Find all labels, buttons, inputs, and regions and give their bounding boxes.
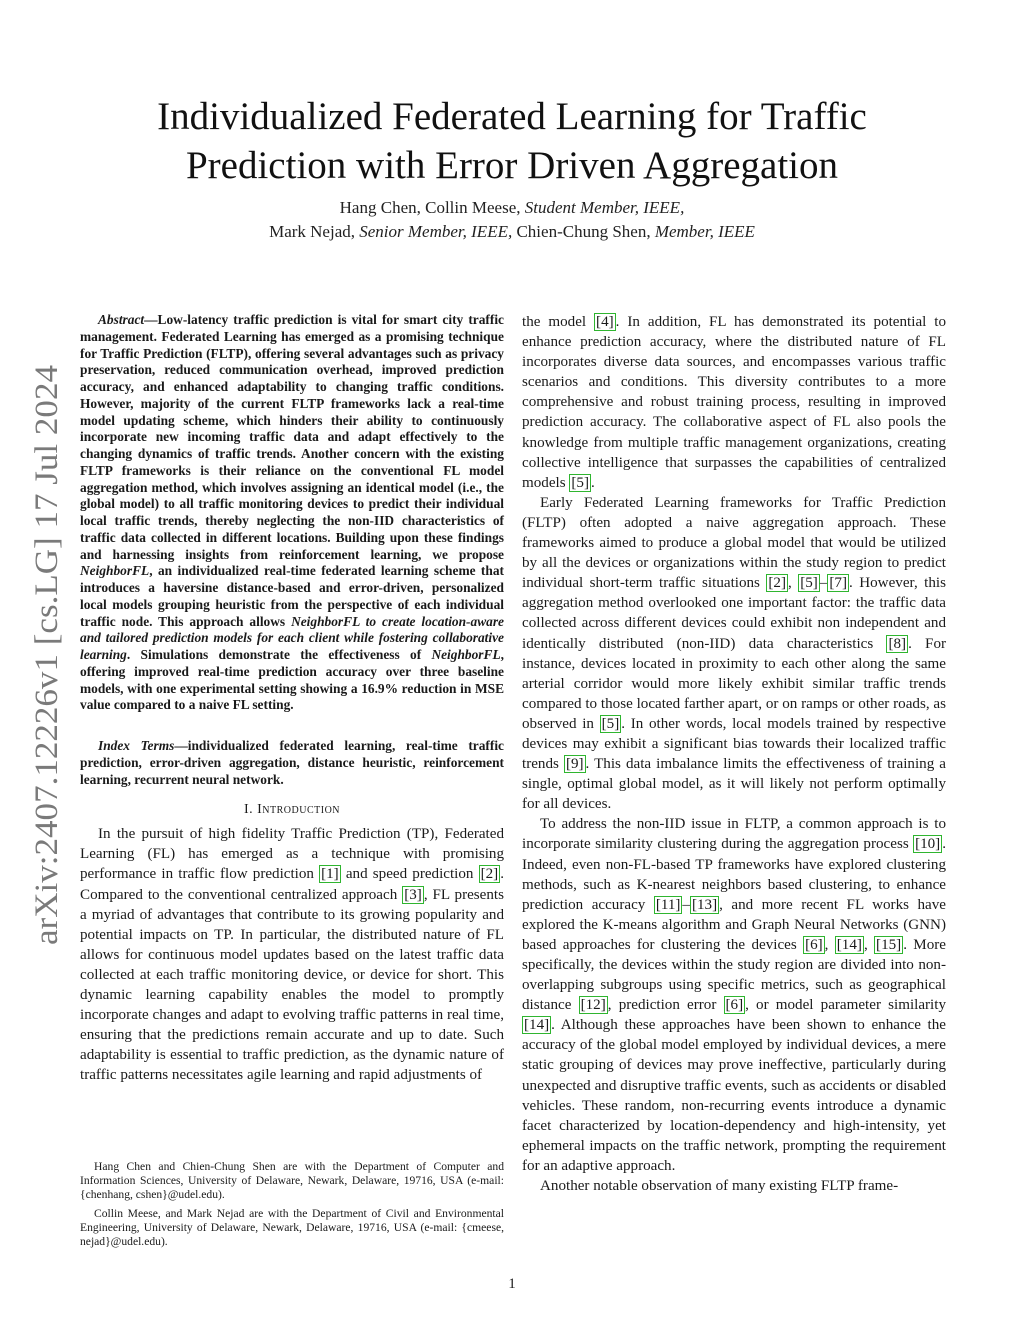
citation-link[interactable]: [2] (480, 866, 499, 883)
abstract-text: . Simulations demonstrate the effectiveness of (126, 647, 432, 662)
body-text-run: the model (522, 314, 595, 330)
body-text-run: . (590, 474, 595, 491)
citation-link[interactable]: [8] (888, 635, 907, 652)
body-text-run: – (819, 575, 828, 592)
author-name: Mark Nejad, (269, 222, 360, 241)
citation-link[interactable]: [5] (601, 715, 620, 732)
author-list (100, 196, 924, 244)
index-terms-text: —individualized federated learning, real-time traffic prediction, error-driven aggregation, distance heuristic, reinforcement learning, recurrent neural network. (80, 738, 504, 787)
intro-paragraph (80, 824, 504, 1085)
abstract-emphasis: NeighborFL (431, 647, 501, 662)
abstract-label: Abstract (98, 312, 145, 327)
body-paragraph (522, 814, 946, 1176)
page-number: 1 (508, 1276, 516, 1292)
footnote-affiliation-2: Collin Meese, and Mark Nejad are with the Department of Civil and Environmental Engineering, University of Delaware, Newark, Delaware, 19716, USA (e-mail: {cmeese, nejad}@udel.edu). (80, 1206, 504, 1249)
abstract-text: —Low-latency traffic prediction is vital for smart city traffic management. Federated Learning has emerged as a promising technique for Traffic Prediction (FLTP), offering several advantages such as privacy preservation, reduced communication overhead, improved prediction accuracy, and enhanced adaptability to changing traffic conditions. However, majority of the current FLTP frameworks lack a real-time model updating scheme, which hinders their ability to continuously incorporate new incoming traffic data and adapt effectively to the changing dynamics of traffic trends. Another concern with the existing FLTP frameworks is their reliance on the conventional FL model aggregation method, which involves assigning an identical model (i.e., the global model) to all traffic monitoring devices to predict their individual local traffic trends, thereby neglecting the non-IID characteristics of traffic data collected in different locations. Building upon these findings and harnessing insights from reinforcement learning, we propose (80, 312, 504, 562)
citation-link[interactable]: [4] (596, 314, 614, 330)
body-text-run: – (682, 896, 690, 913)
body-text-run: , FL presents a myriad of advantages that contribute to its growing popularity and potential impacts on TP. In particular, the distributed nature of FL allows for continuous model updates based on the latest traffic data collected at each traffic monitoring device, or device for short. This dynamic learning capability enables the model to promptly incorporate changes and adapt to evolving traffic patterns in real time, ensuring that the predictions remain accurate and up to date. Such adaptability is essential to traffic prediction, as the dynamic nature of traffic patterns necessitates agile learning and rapid adjustments of (80, 886, 504, 1084)
citation-link[interactable]: [7] (829, 575, 847, 592)
body-text-run: , (788, 575, 799, 592)
body-text-run: . However, this aggregation method overlooked one important factor: the traffic data collected across different devices could exhibit non independent and identically distributed (non-IID) data characteristics (522, 575, 946, 652)
citation-link[interactable]: [9] (565, 756, 584, 773)
citation-link[interactable]: [6] (725, 997, 744, 1014)
citation-link[interactable]: [1] (321, 866, 339, 883)
body-text-run: Early Federated Learning frameworks for Traffic Prediction (FLTP) often adopted a naive aggregation approach. These frameworks aimed to produce a global model that would be utilized by all the devices or organizations within the study region to predict individual short-term traffic situations (522, 494, 946, 592)
abstract (80, 312, 504, 714)
body-text-run: , (824, 936, 835, 953)
abstract-emphasis: NeighborFL to create location-aware and tailored prediction models for each client while fostering collaborative learning (80, 613, 504, 662)
citation-link[interactable]: [13] (691, 896, 718, 913)
section-heading: I. Introduction (243, 802, 341, 818)
author-role: Member, IEEE (654, 222, 755, 241)
citation-link[interactable]: [14] (524, 1017, 550, 1034)
citation-link[interactable]: [10] (915, 836, 941, 853)
body-text-run: To address the non-IID issue in FLTP, a common approach is to incorporate similarity clustering during the aggregation process (522, 816, 946, 853)
body-text-run: . Although these approaches have been shown to enhance the accuracy of the global model employed by individual devices, a mere static grouping of devices may prove ineffective, particularly during unexpected and disruptive traffic events, such as accidents or disabled vehicles. These random, non-recurring events introduce a dynamic facet characterized by location-dependency and high-intensity, yet ephemeral impacts on the traffic network, prompting the requirement for an adaptive approach. (522, 1017, 946, 1174)
citation-link[interactable]: [3] (404, 886, 422, 903)
author-line-1 (100, 196, 924, 220)
paper-title (100, 92, 924, 190)
author-names: Hang Chen, Collin Meese, (339, 198, 525, 217)
citation-link[interactable]: [12] (580, 997, 606, 1014)
body-text-run: , (863, 936, 875, 953)
body-text-run: . Compared to the conventional centralized approach (80, 866, 504, 903)
citation-link[interactable]: [6] (805, 936, 823, 953)
body-text-run: In the pursuit of high fidelity Traffic Prediction (TP), Federated Learning (FL) has emerged as a technique with promising performance in traffic flow prediction (80, 826, 504, 883)
citation-link[interactable]: [14] (836, 936, 862, 953)
author-role: Student Member, IEEE, (524, 198, 685, 217)
author-name: Chien-Chung Shen, (512, 222, 655, 241)
citation-link[interactable]: [2] (768, 575, 786, 592)
index-terms-label: Index Terms (98, 738, 175, 753)
body-text-run: , or model parameter similarity (745, 997, 946, 1014)
body-text-run: . For instance, devices located in proximity to each other along the same arterial corridor would more likely exhibit similar traffic trends compared to those located farther apart, or on ramps or other roads, as observed in (522, 635, 947, 732)
footnote-affiliation-1: Hang Chen and Chien-Chung Shen are with the Department of Computer and Information Sciences, University of Delaware, Newark, Delaware, 19716, USA (e-mail: {chenhang, cshen}@udel.edu). (80, 1160, 504, 1202)
footnotes (80, 1160, 504, 1253)
citation-link[interactable]: [5] (571, 474, 589, 491)
abstract-text: , offering improved real-time prediction accuracy over three baseline models, with one experimental setting showing a 16.9% reduction in MSE value compared to a naive FL setting. (80, 647, 504, 713)
citation-link[interactable]: [11] (655, 896, 681, 913)
body-text-run: . In addition, FL has demonstrated its potential to enhance prediction accuracy, where the distributed nature of FL incorporates diverse data sources, and encompasses various traffic scenarios and conditions. This diversity contributes to a more comprehensive and robust training process, resulting in improved prediction accuracy. The collaborative aspect of FL also pools the knowledge from multiple traffic management organizations, creating collective intelligence that surpasses the capabilities of centralized models (522, 314, 947, 491)
body-text-run: . Indeed, even non-FL-based TP frameworks have explored clustering methods, such as K-nearest neighbors based clustering, to enhance prediction accuracy (522, 836, 946, 913)
abstract-text: , an individualized real-time federated learning scheme that introduces a haversine distance-based and error-driven, personalized local models grouping heuristic from the perspective of each individual traffic node. This approach allows (80, 563, 504, 629)
author-line-2 (100, 220, 924, 244)
body-text-run: . More specifically, the devices within the study region are divided into non-overlapping subgroups using specific metrics, such as geographical distance (522, 936, 947, 1014)
arxiv-side-stamp (20, 360, 70, 950)
title-line-1: Individualized Federated Learning for Traffic (157, 95, 867, 138)
index-terms (80, 738, 504, 788)
body-paragraph: Another notable observation of many existing FLTP frame- (540, 1178, 899, 1195)
body-text-run: , and more recent FL works have explored the K-means algorithm and Graph Neural Networks (GNN) based approaches for clustering the devices (522, 896, 946, 953)
left-column (80, 312, 504, 1085)
title-line-2: Prediction with Error Driven Aggregation (185, 144, 838, 187)
citation-link[interactable]: [15] (876, 936, 902, 953)
body-text-run: and speed prediction (340, 866, 479, 883)
body-text-run: , prediction error (607, 997, 724, 1014)
right-column (522, 312, 946, 1196)
abstract-emphasis: NeighborFL (80, 563, 150, 579)
citation-link[interactable]: [5] (800, 575, 818, 592)
author-role: Senior Member, IEEE, (359, 222, 513, 241)
body-paragraph (522, 312, 946, 493)
arxiv-identifier: arXiv:2407.12226v1 [cs.LG] 17 Jul 2024 (29, 398, 65, 945)
body-text-run: . This data imbalance limits the effectiveness of training a single, optimal global model, as it will likely not perform optimally for all devices. (522, 756, 946, 813)
body-paragraph (522, 493, 946, 815)
body-text-run: . In other words, local models trained by respective devices may exhibit a significant bias towards their localized traffic trends (522, 715, 947, 773)
